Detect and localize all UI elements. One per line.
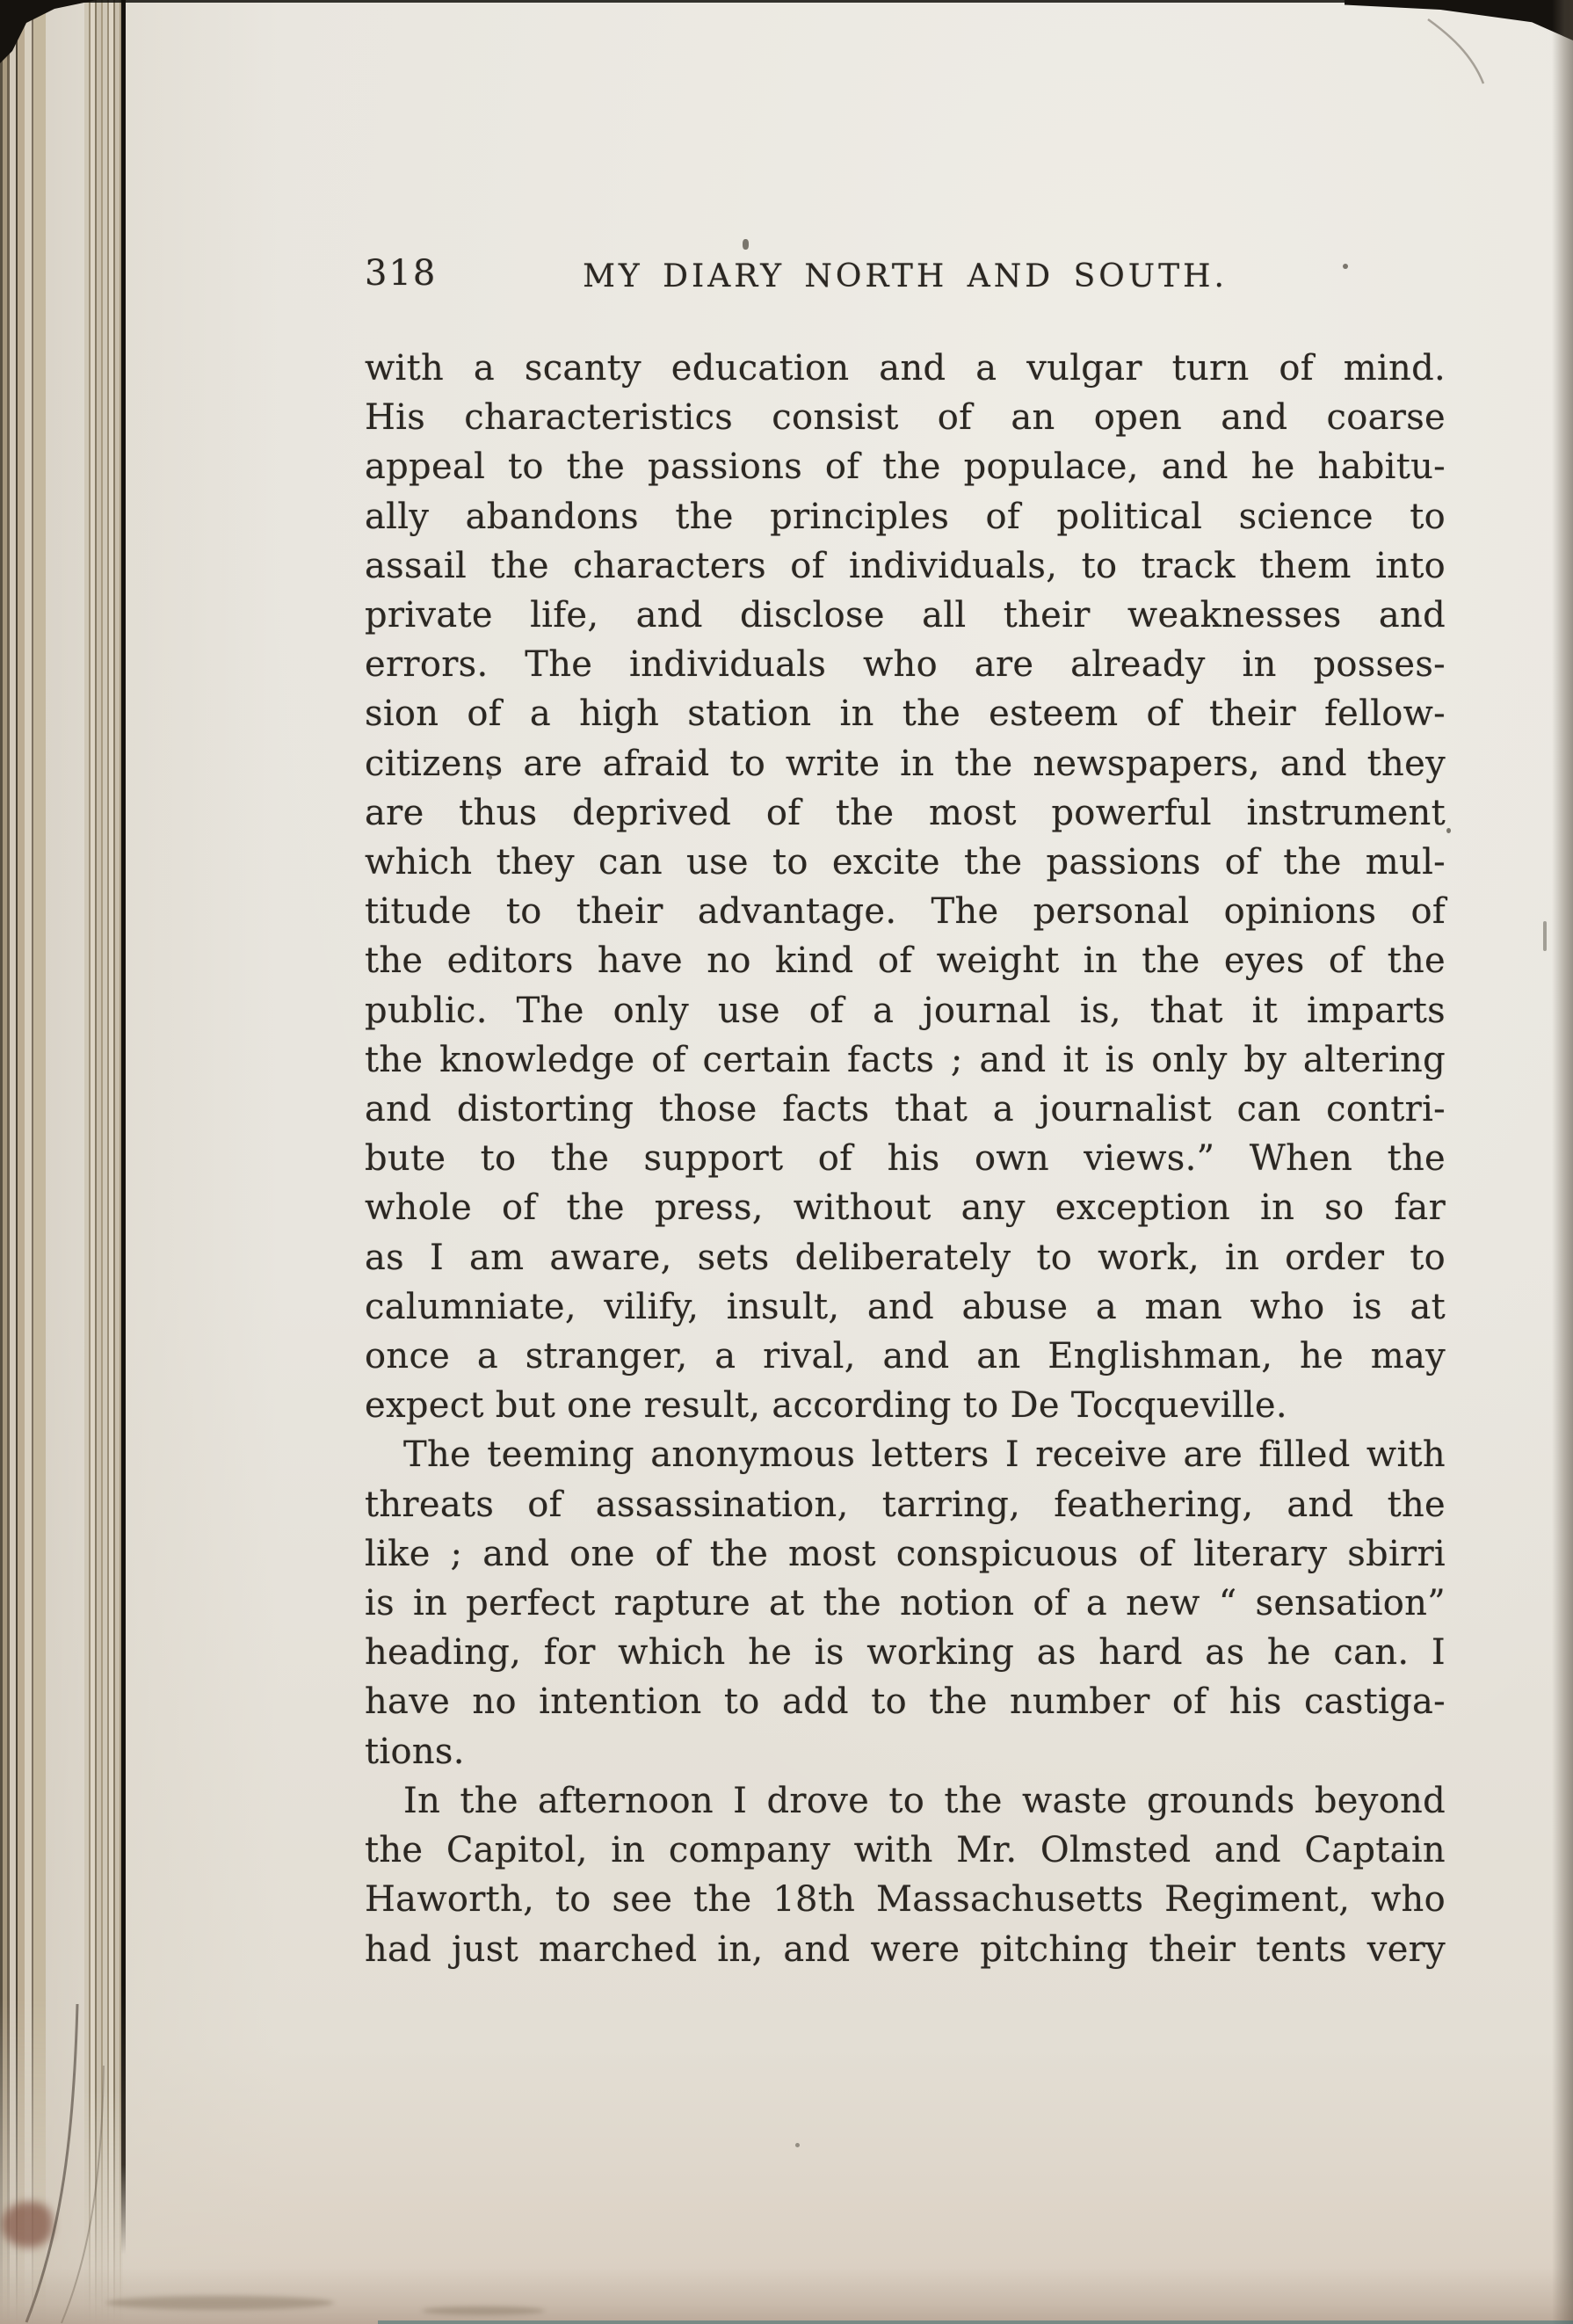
- dust-speck: [743, 239, 749, 250]
- running-title: MY DIARY NORTH AND SOUTH.: [583, 258, 1228, 294]
- text-line: the Capitol, in company with Mr. Olmsted and Captain: [365, 1830, 1446, 1871]
- text-line: whole of the press, without any exception in so far: [365, 1187, 1446, 1229]
- text-line: is in perfect rapture at the notion of a new “ sensation”: [365, 1583, 1446, 1624]
- text-line: Haworth, to see the 18th Massachusetts Regiment, who: [365, 1879, 1446, 1921]
- text-line: the editors have no kind of weight in the eyes of the: [365, 940, 1446, 982]
- text-line: like ; and one of the most conspicuous of literary sbirri: [365, 1533, 1446, 1574]
- page-curl-curve: [0, 0, 176, 2324]
- text-line: had just marched in, and were pitching their tents very: [365, 1928, 1446, 1970]
- bottom-teal-edge: [378, 2320, 1573, 2324]
- text-line: threats of assassination, tarring, feathering, and the: [365, 1484, 1446, 1525]
- text-line: The teeming anonymous letters I receive are filled with: [403, 1434, 1446, 1476]
- text-block: [365, 344, 1446, 1974]
- text-line: In the afternoon I drove to the waste grounds beyond: [403, 1780, 1446, 1821]
- corner-crease: [1345, 0, 1573, 114]
- right-page-edge-shadow: [1552, 0, 1573, 2324]
- text-line: have no intention to add to the number of his castiga-: [365, 1681, 1446, 1723]
- text-line: His characteristics consist of an open and coarse: [365, 397, 1446, 439]
- dust-speck: [1446, 828, 1451, 833]
- text-line: public. The only use of a journal is, that it imparts: [365, 990, 1446, 1031]
- text-line: appeal to the passions of the populace, and he habitu-: [365, 447, 1446, 488]
- text-line: ally abandons the principles of political science to: [365, 496, 1446, 537]
- text-line: titude to their advantage. The personal opinions of: [365, 891, 1446, 933]
- text-line: calumniate, vilify, insult, and abuse a man who is at: [365, 1286, 1446, 1327]
- text-line: private life, and disclose all their weaknesses and: [365, 595, 1446, 636]
- page-number: 318: [365, 253, 438, 294]
- dust-speck: [795, 2143, 800, 2147]
- text-line: which they can use to excite the passions of the mul-: [365, 842, 1446, 883]
- top-edge-line: [0, 0, 1573, 3]
- running-head: [365, 251, 1446, 295]
- text-line: once a stranger, a rival, and an Englishman, he may: [365, 1336, 1446, 1377]
- text-line: errors. The individuals who are already in posses-: [365, 644, 1446, 686]
- text-line: tions.: [365, 1731, 465, 1772]
- text-line: citizens are afraid to write in the newspapers, and they: [365, 743, 1446, 784]
- text-line: and distorting those facts that a journalist can contri-: [365, 1089, 1446, 1130]
- margin-mark: [1543, 921, 1547, 951]
- text-line: assail the characters of individuals, to track them into: [365, 545, 1446, 586]
- text-line: the knowledge of certain facts ; and it is only by altering: [365, 1039, 1446, 1080]
- text-line: bute to the support of his own views.” When the: [365, 1138, 1446, 1180]
- bottom-smudge: [105, 2296, 334, 2310]
- bottom-smudge: [422, 2306, 545, 2315]
- text-line: as I am aware, sets deliberately to work, in order to: [365, 1237, 1446, 1278]
- text-line: sion of a high station in the esteem of their fellow-: [365, 694, 1446, 735]
- text-line: expect but one result, according to De Tocqueville.: [365, 1385, 1287, 1427]
- text-line: with a scanty education and a vulgar turn of mind.: [365, 348, 1446, 389]
- text-line: are thus deprived of the most powerful instrument: [365, 792, 1446, 833]
- text-line: heading, for which he is working as hard as he can. I: [365, 1632, 1446, 1674]
